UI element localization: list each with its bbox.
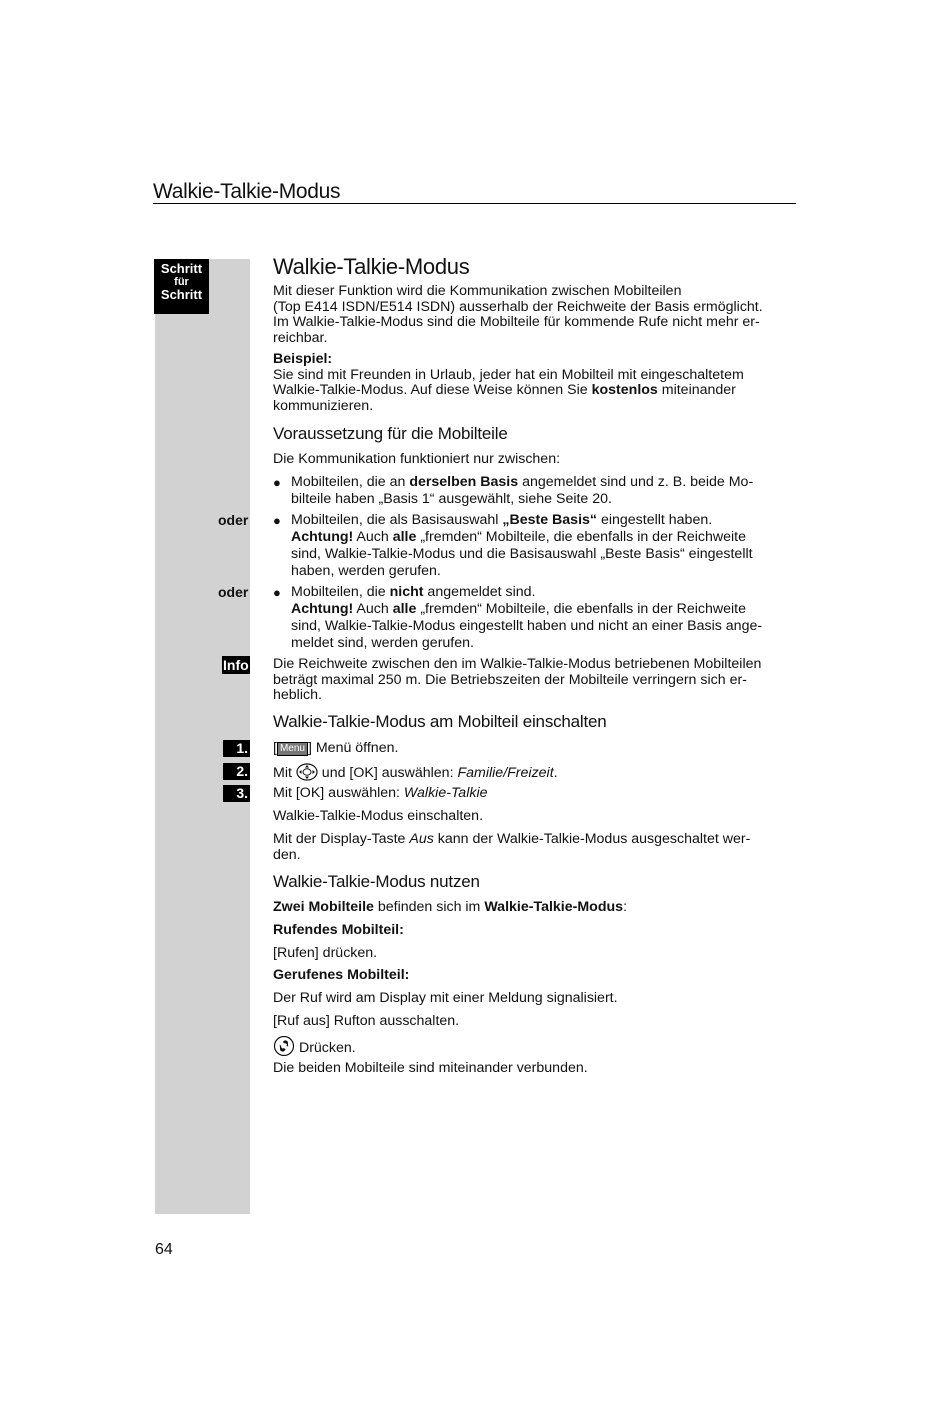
- example-label: Beispiel:: [273, 351, 333, 367]
- header-rule: [153, 203, 796, 204]
- sfs-line-1: Schritt: [160, 261, 203, 276]
- oder-label-1: oder: [218, 512, 249, 528]
- step-badge-1: 1.: [223, 740, 250, 757]
- section1-lead: Die Kommunikation funktioniert nur zwischen:: [273, 451, 561, 467]
- calling-handset-label: Rufendes Mobilteil:: [273, 922, 404, 938]
- calling-handset-text: [Rufen] drücken.: [273, 945, 378, 961]
- example-line-2: Walkie-Talkie-Modus. Auf diese Weise können Sie kostenlos miteinander: [273, 382, 736, 398]
- bullet-item-best-base: Mobilteilen, die als Basisauswahl „Beste Basis“ eingestellt haben. Achtung! Auch alle „fremden“ Mobilteile, die ebenfalls in der Reichweite sind, Walkie-Talkie-Modus und die Basisauswahl „Beste Basis“ eingestellt haben, werden gerufen.: [291, 512, 753, 579]
- intro-line: (Top E414 ISDN/E514 ISDN) ausserhalb der Reichweite der Basis ermöglicht.: [273, 298, 763, 315]
- sfs-line-3: Schritt: [160, 287, 203, 302]
- bullet-item-same-base: Mobilteilen, die an derselben Basis angemeldet sind und z. B. beide Mo- bilteile haben „Basis 1“ ausgewählt, siehe Seite 20.: [291, 474, 754, 507]
- step-badge-2: 2.: [223, 763, 250, 780]
- page-number: 64: [155, 1241, 173, 1258]
- section-heading-enable: Walkie-Talkie-Modus am Mobilteil einschalten: [273, 712, 607, 731]
- phone-key-icon: [273, 1036, 295, 1061]
- section-heading-prerequisites: Voraussetzung für die Mobilteile: [273, 424, 508, 443]
- step-3-text: Mit [OK] auswählen: Walkie-Talkie: [273, 785, 488, 801]
- bullet-icon: ●: [273, 513, 281, 528]
- page-title: Walkie-Talkie-Modus: [273, 254, 470, 279]
- step-1-text: [ Menu ] Menü öffnen.: [273, 740, 399, 756]
- intro-line: Mit dieser Funktion wird die Kommunikation zwischen Mobilteilen: [273, 283, 682, 299]
- disable-paragraph: Mit der Display-Taste Aus kann der Walkie-Talkie-Modus ausgeschaltet wer- den.: [273, 831, 751, 863]
- step-badge-3: 3.: [223, 785, 250, 802]
- step-2-text: Mit und [OK] auswählen: Familie/Freizeit.: [273, 763, 797, 786]
- enable-line: Walkie-Talkie-Modus einschalten.: [273, 808, 484, 824]
- running-header-title: Walkie-Talkie-Modus: [153, 180, 341, 203]
- menu-key-icon: Menu: [277, 742, 308, 756]
- intro-line: Im Walkie-Talkie-Modus sind die Mobilteile für kommende Rufe nicht mehr er-: [273, 314, 760, 330]
- bullet-icon: ●: [273, 475, 281, 490]
- example-block: [273, 352, 797, 414]
- intro-paragraph: [273, 284, 797, 346]
- step-sidebar: [155, 259, 250, 1214]
- bullet-icon: ●: [273, 585, 281, 600]
- called-handset-label: Gerufenes Mobilteil:: [273, 967, 410, 983]
- example-line: Sie sind mit Freunden in Urlaub, jeder hat ein Mobilteil mit eingeschaltetem: [273, 366, 744, 383]
- ring-off-text: [Ruf aus] Rufton ausschalten.: [273, 1013, 460, 1029]
- navigation-key-icon: [296, 763, 318, 786]
- info-badge: Info: [223, 657, 249, 673]
- schritt-fuer-schritt-badge: [154, 259, 209, 314]
- press-paragraph: Drücken. Die beiden Mobilteile sind miteinander verbunden.: [273, 1036, 797, 1076]
- oder-label-2: oder: [218, 584, 249, 600]
- example-line: kommunizieren.: [273, 397, 374, 414]
- use-intro-line: Zwei Mobilteile befinden sich im Walkie-Talkie-Modus:: [273, 899, 628, 915]
- intro-line: reichbar.: [273, 329, 328, 346]
- section-heading-use: Walkie-Talkie-Modus nutzen: [273, 872, 480, 891]
- info-text: Die Reichweite zwischen den im Walkie-Talkie-Modus betriebenen Mobilteilen beträgt maximal 250 m. Die Betriebszeiten der Mobilteile verringern sich er- heblich.: [273, 656, 762, 703]
- sfs-line-2: für: [174, 276, 189, 288]
- bullet-item-not-registered: Mobilteilen, die nicht angemeldet sind. Achtung! Auch alle „fremden“ Mobilteile, die ebenfalls in der Reichweite sind, Walkie-Talkie-Modus eingestellt haben und nicht an einer Basis ange- meldet sind, werden gerufen.: [291, 584, 763, 651]
- called-handset-text: Der Ruf wird am Display mit einer Meldung signalisiert.: [273, 990, 618, 1006]
